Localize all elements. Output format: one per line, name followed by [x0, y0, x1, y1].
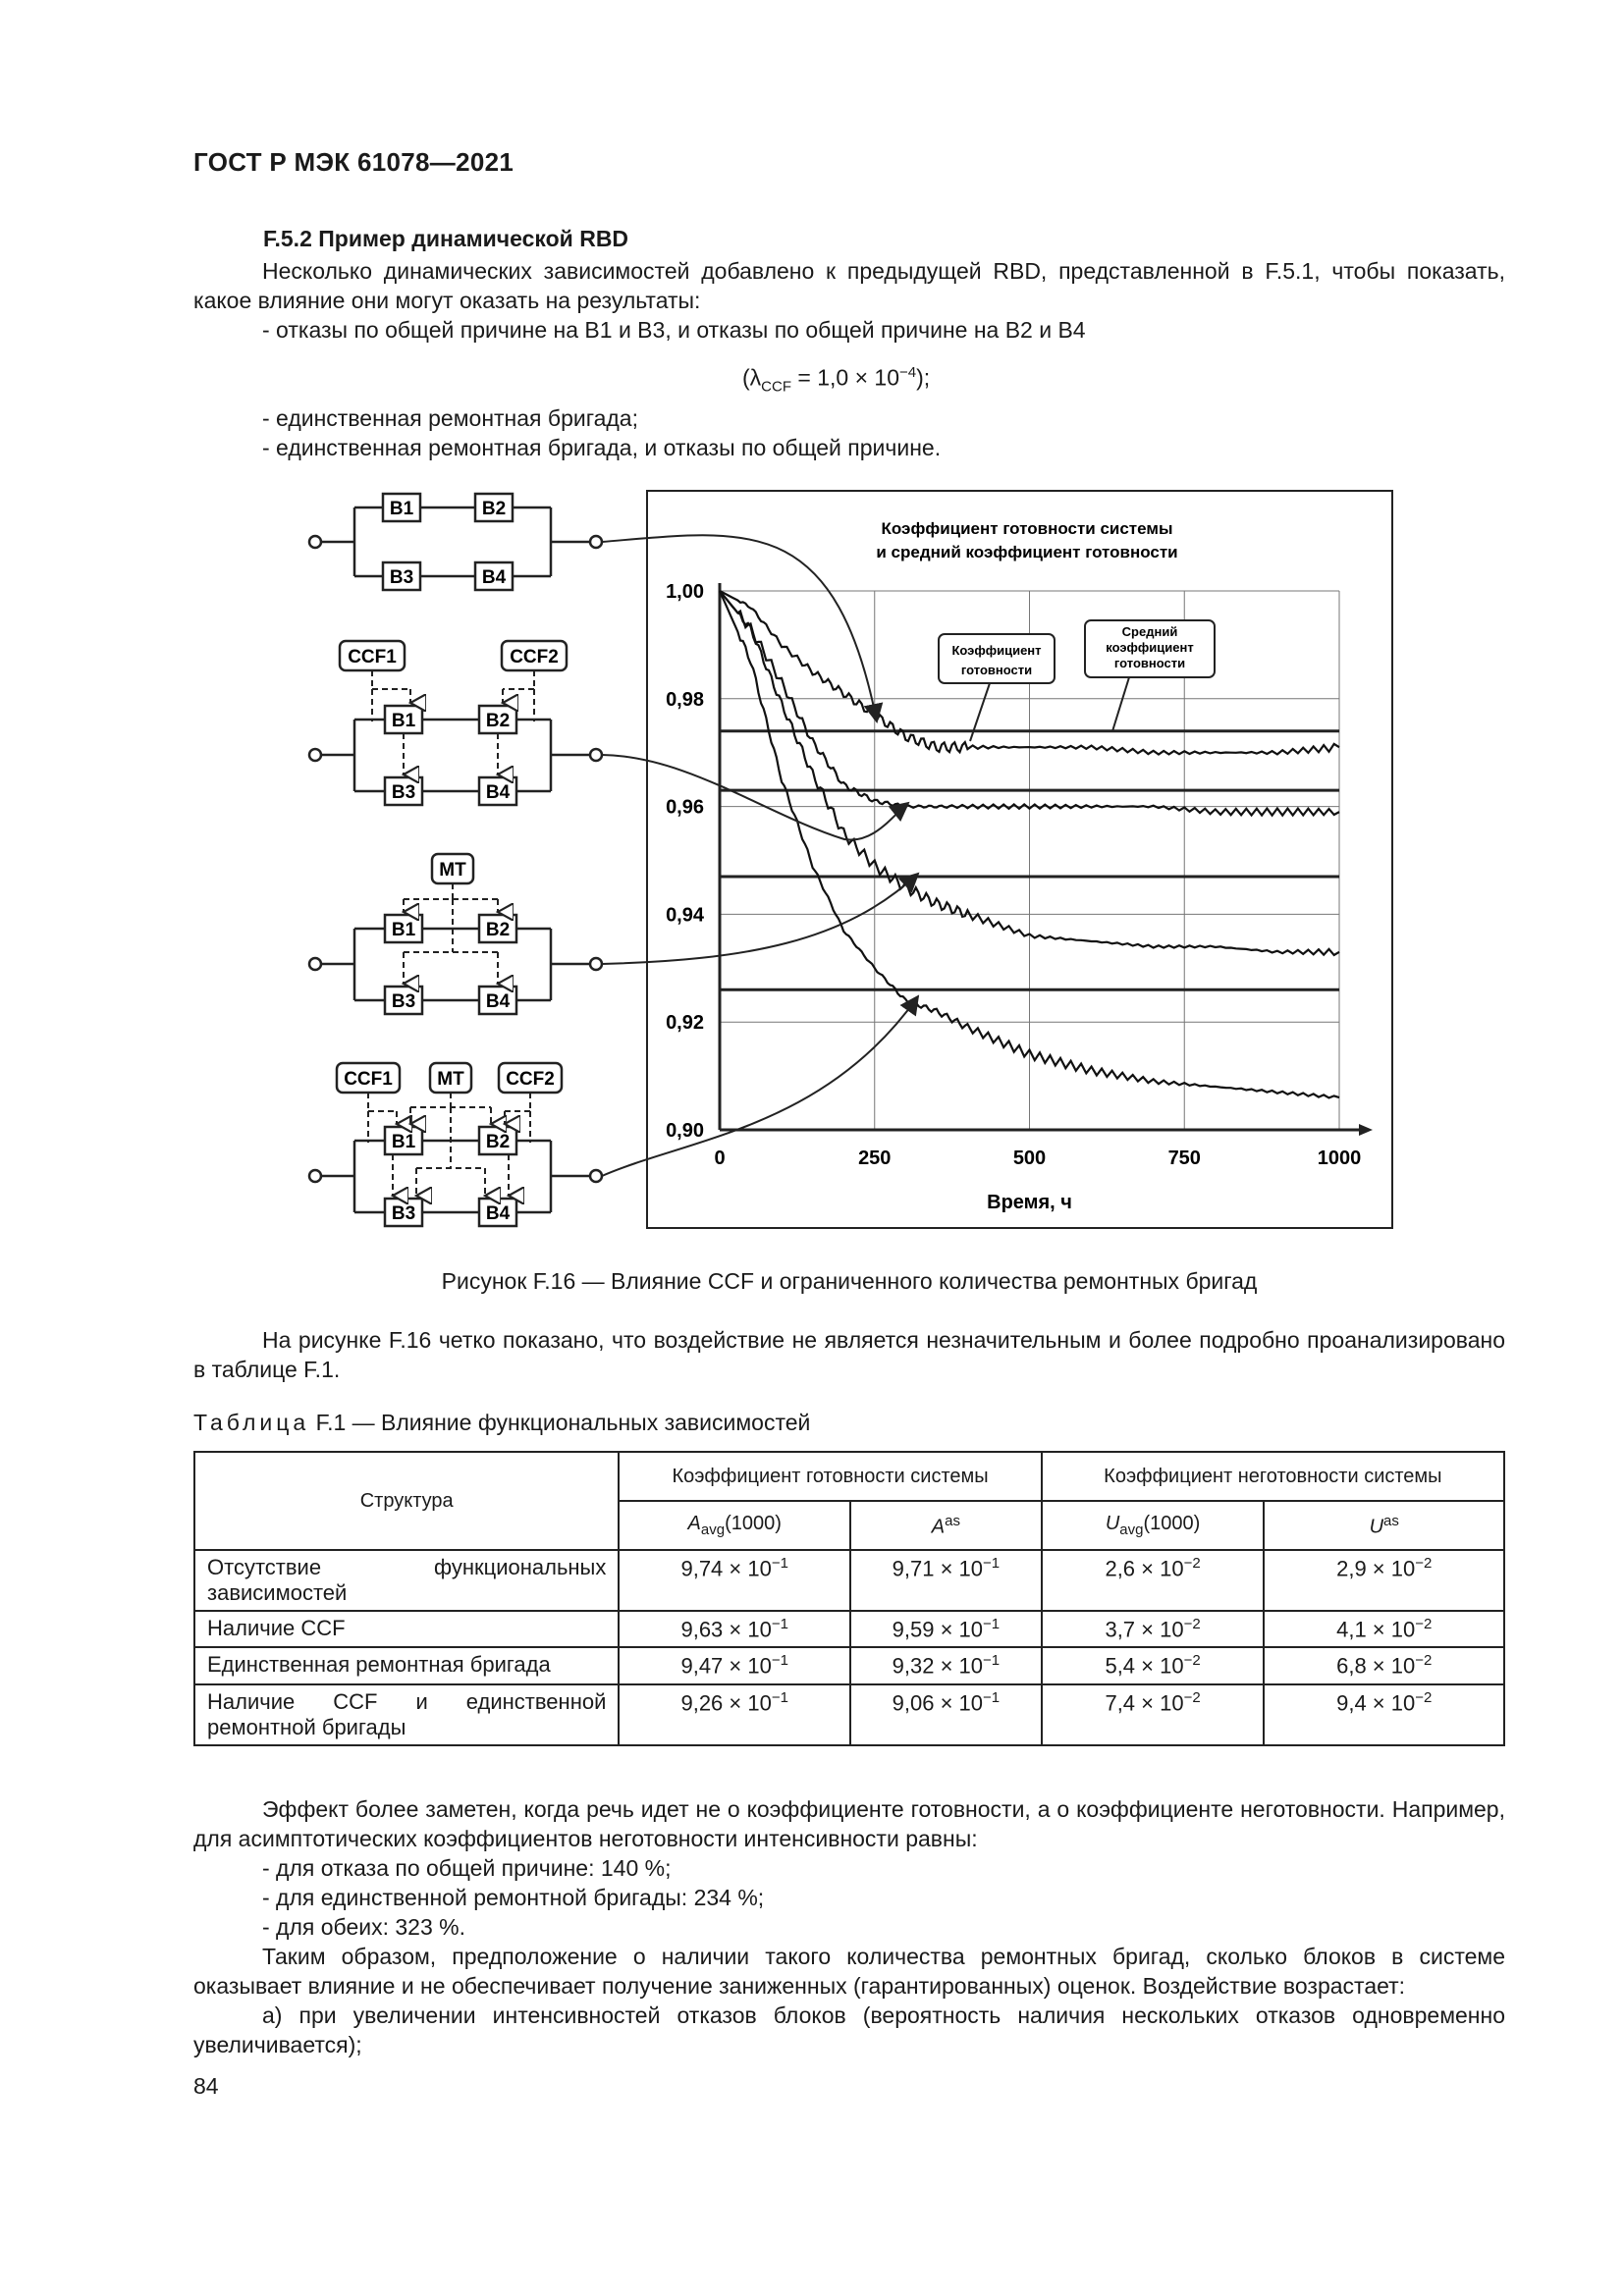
group-availability: Коэффициент готовности системы: [619, 1452, 1041, 1501]
block-b1: B1: [389, 499, 414, 519]
block-b4: B4: [485, 991, 511, 1012]
table-row: Отсутствие функциональных зависимостей $9,74 \times 10^{-1}$ $9,71 \times 10^{-1}$ $2,6 \times 10^{-2}$ $2,9 \times 10^{-2}$: [194, 1550, 1504, 1611]
block-b3: B3: [391, 1203, 416, 1224]
intro-paragraph: Несколько динамических зависимостей добавлено к предыдущей RBD, представленной в F.5.1, чтобы показать, какое влияние они могут оказать на результаты:: [193, 258, 1505, 313]
table-row: Наличие CCF и единственной ремонтной бригады $9,26 \times 10^{-1}$ $9,06 \times 10^{-1}$ $7,4 \times 10^{-2}$ $9,4 \times 10^{-2}$: [194, 1684, 1504, 1745]
block-b4: B4: [485, 782, 511, 803]
svg-text:Коэффициент: Коэффициент: [951, 643, 1042, 658]
page-number: 84: [193, 2073, 219, 2099]
mt-node: MT: [439, 860, 466, 881]
x-tick-label: 750: [1167, 1148, 1201, 1169]
ccf2-node: CCF2: [510, 647, 559, 667]
svg-text:готовности: готовности: [960, 663, 1033, 677]
chart-frame: [647, 491, 1392, 1228]
x-tick-label: 0: [714, 1148, 726, 1169]
block-b2: B2: [481, 499, 507, 519]
svg-text:Средний: Средний: [1121, 624, 1178, 639]
col-u-as: $U^{as}$: [1264, 1501, 1504, 1550]
x-tick-label: 1000: [1317, 1148, 1362, 1169]
y-tick-label: 0,90: [666, 1120, 704, 1142]
x-tick-label: 500: [1012, 1148, 1047, 1169]
chart-title: Коэффициент готовности системы: [881, 519, 1173, 538]
block-b4: B4: [485, 1203, 511, 1224]
bullet-ccf: - отказы по общей причине на B1 и B3, и отказы по общей причине на B2 и B4: [262, 317, 1086, 343]
block-b3: B3: [391, 782, 416, 803]
y-tick-label: 1,00: [666, 581, 704, 603]
paragraph-effect: Эффект более заметен, когда речь идет не о коэффициенте готовности, а о коэффициенте неготовности. Например, для асимптотических коэффициентов неготовности интенсивности равны:: [193, 1796, 1505, 1851]
table-row: Единственная ремонтная бригада $9,47 \times 10^{-1}$ $9,32 \times 10^{-1}$ $5,4 \times 10^{-2}$ $6,8 \times 10^{-2}$: [194, 1647, 1504, 1683]
figure-caption: Рисунок F.16 — Влияние CCF и ограниченного количества ремонтных бригад: [441, 1268, 1258, 1294]
ccf2-node: CCF2: [506, 1069, 555, 1090]
col-a-as: $A^{as}$: [850, 1501, 1042, 1550]
block-b2: B2: [485, 711, 511, 731]
block-b3: B3: [389, 567, 414, 588]
table-f1: [193, 1451, 1505, 1746]
y-tick-label: 0,98: [666, 688, 704, 711]
bullet-repair-percent: - для единственной ремонтной бригады: 234 %;: [262, 1885, 765, 1910]
block-b1: B1: [391, 711, 416, 731]
y-tick-label: 0,96: [666, 796, 704, 819]
chart-subtitle: и средний коэффициент готовности: [876, 543, 1178, 561]
bullet-single-repair: - единственная ремонтная бригада;: [262, 405, 638, 431]
paragraph-item-a: а) при увеличении интенсивностей отказов блоков (вероятность наличия нескольких отказов одновременно увеличивается);: [193, 2002, 1505, 2057]
paragraph-conclusion: Таким образом, предположение о наличии такого количества ремонтных бригад, сколько блоков в системе оказывает влияние и не обеспечивает получение заниженных (гарантированных) оценок. Воздействие возрастает:: [193, 1944, 1505, 1999]
table-caption: Таблица F.1 — Влияние функциональных зависимостей: [193, 1410, 811, 1435]
section-title: F.5.2 Пример динамической RBD: [263, 226, 629, 251]
paragraph-after-figure: На рисунке F.16 четко показано, что воздействие не является незначительным и более подробно проанализировано в таблице F.1.: [193, 1327, 1505, 1382]
mt-node: MT: [437, 1069, 464, 1090]
block-b2: B2: [485, 920, 511, 940]
block-b2: B2: [485, 1132, 511, 1152]
svg-text:готовности: готовности: [1113, 656, 1186, 670]
bullet-single-repair-ccf: - единственная ремонтная бригада, и отказы по общей причине.: [262, 435, 942, 460]
svg-text:коэффициент: коэффициент: [1106, 640, 1194, 655]
bullet-both-percent: - для обеих: 323 %.: [262, 1914, 465, 1940]
y-tick-label: 0,92: [666, 1012, 704, 1035]
col-structure: Структура: [194, 1452, 619, 1550]
block-b1: B1: [391, 1132, 416, 1152]
rbd-plain: [309, 494, 602, 590]
document-header: ГОСТ Р МЭК 61078—2021: [193, 147, 514, 177]
col-a-avg: $A_{avg}(1000)$: [619, 1501, 850, 1550]
formula: $(\lambda_{CCF} = 1,0 \times 10^{-4})$;: [742, 364, 931, 396]
x-axis-label: Время, ч: [987, 1192, 1072, 1213]
block-b4: B4: [481, 567, 507, 588]
group-unavailability: Коэффициент неготовности системы: [1042, 1452, 1504, 1501]
ccf1-node: CCF1: [348, 647, 397, 667]
table-row: Наличие CCF $9,63 \times 10^{-1}$ $9,59 \times 10^{-1}$ $3,7 \times 10^{-2}$ $4,1 \times 10^{-2}$: [194, 1611, 1504, 1647]
ccf1-node: CCF1: [344, 1069, 393, 1090]
y-tick-label: 0,94: [666, 904, 704, 927]
x-tick-label: 250: [858, 1148, 892, 1169]
block-b1: B1: [391, 920, 416, 940]
col-u-avg: $U_{avg}(1000)$: [1042, 1501, 1265, 1550]
bullet-ccf-percent: - для отказа по общей причине: 140 %;: [262, 1855, 672, 1881]
block-b3: B3: [391, 991, 416, 1012]
